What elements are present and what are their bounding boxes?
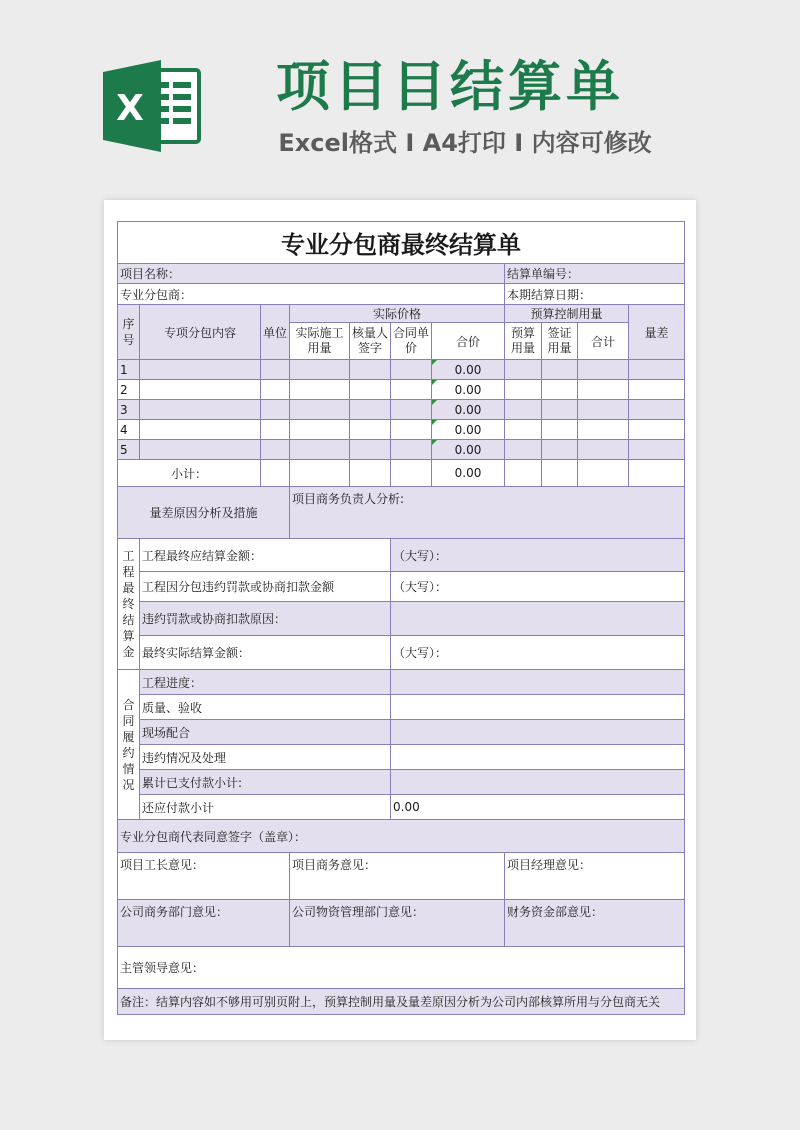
table-row (118, 440, 685, 460)
progress-label: 工程进度： (140, 670, 391, 695)
final-amount-capital[interactable]: （大写）： (391, 539, 685, 572)
col-verified-qty: 核量人签字 (350, 323, 391, 360)
row-seq: 2 (118, 380, 140, 400)
manager-opinion[interactable]: 项目经理意见： (505, 853, 685, 900)
material-opinion[interactable]: 公司物资管理部门意见： (290, 900, 505, 947)
final-amount-label: 工程最终应结算金额： (140, 539, 391, 572)
row-seq: 3 (118, 400, 140, 420)
col-visa-qty: 签证用量 (542, 323, 578, 360)
site-field[interactable] (391, 720, 685, 745)
banner-title: 项目目结算单 (276, 55, 624, 118)
finance-opinion[interactable]: 财务资金部意见： (505, 900, 685, 947)
banner (0, 0, 800, 190)
col-seq: 序号 (118, 305, 140, 360)
final-amount-section: 工程最终结算金 (118, 539, 140, 670)
violation-label: 违约情况及处理 (140, 745, 391, 770)
subtotal-label: 小计： (118, 460, 261, 487)
leader-opinion[interactable]: 主管领导意见： (118, 947, 685, 989)
row-seq: 4 (118, 420, 140, 440)
progress-field[interactable] (391, 670, 685, 695)
quality-label: 质量、验收 (140, 695, 391, 720)
violation-field[interactable] (391, 745, 685, 770)
quality-field[interactable] (391, 695, 685, 720)
form-title: 专业分包商最终结算单 (118, 222, 685, 264)
site-label: 现场配合 (140, 720, 391, 745)
payable-label: 还应付款小计 (140, 795, 391, 820)
row-total[interactable]: 0.00 (432, 380, 505, 400)
table-row (118, 360, 685, 380)
row-total[interactable]: 0.00 (432, 420, 505, 440)
business-analysis-field[interactable]: 项目商务负责人分析: (290, 487, 685, 539)
contract-section: 合同履约情况 (118, 670, 140, 820)
excel-icon (103, 60, 203, 152)
final-actual-capital[interactable]: （大写）： (391, 636, 685, 670)
col-total: 合价 (432, 323, 505, 360)
row-seq: 1 (118, 360, 140, 380)
col-contract-price: 合同单价 (391, 323, 432, 360)
deduction-reason-label: 违约罚款或协商扣款原因： (140, 602, 391, 636)
table-row (118, 380, 685, 400)
paid-field[interactable] (391, 770, 685, 795)
payable-value[interactable]: 0.00 (391, 795, 685, 820)
row-total[interactable]: 0.00 (432, 400, 505, 420)
col-diff: 量差 (629, 305, 685, 360)
subtotal-value[interactable]: 0.00 (432, 460, 505, 487)
company-biz-opinion[interactable]: 公司商务部门意见： (118, 900, 290, 947)
subcontractor-field[interactable]: 专业分包商： (118, 284, 505, 305)
row-total[interactable]: 0.00 (432, 360, 505, 380)
final-actual-label: 最终实际结算金额： (140, 636, 391, 670)
diff-reason-label: 量差原因分析及措施 (118, 487, 290, 539)
col-actual-price: 实际价格 (290, 305, 505, 323)
col-unit: 单位 (261, 305, 290, 360)
paid-label: 累计已支付款小计: (140, 770, 391, 795)
col-budget-control: 预算控制用量 (505, 305, 629, 323)
biz-opinion[interactable]: 项目商务意见： (290, 853, 505, 900)
settlement-date-field[interactable]: 本期结算日期： (505, 284, 685, 305)
row-seq: 5 (118, 440, 140, 460)
col-content: 专项分包内容 (140, 305, 261, 360)
settlement-form (117, 221, 685, 1015)
col-budget-qty: 预算用量 (505, 323, 542, 360)
svg-text:X: X (116, 88, 144, 129)
rep-sign-field[interactable]: 专业分包商代表同意签字（盖章）： (118, 820, 685, 853)
banner-subtitle: Excel格式 I A4打印 I 内容可修改 (278, 129, 652, 157)
table-row (118, 420, 685, 440)
project-name-field[interactable]: 项目名称： (118, 264, 505, 284)
table-row (118, 400, 685, 420)
form-note: 备注：结算内容如不够用可别页附上，预算控制用量及量差原因分析为公司内部核算所用与分包商无关 (118, 989, 685, 1015)
col-actual-qty: 实际施工用量 (290, 323, 350, 360)
settlement-no-field[interactable]: 结算单编号： (505, 264, 685, 284)
row-total[interactable]: 0.00 (432, 440, 505, 460)
col-sum: 合计 (578, 323, 629, 360)
deduction-reason-field[interactable] (391, 602, 685, 636)
foreman-opinion[interactable]: 项目工长意见： (118, 853, 290, 900)
deduction-capital[interactable]: （大写）： (391, 572, 685, 602)
deduction-label: 工程因分包违约罚款或协商扣款金额 (140, 572, 391, 602)
